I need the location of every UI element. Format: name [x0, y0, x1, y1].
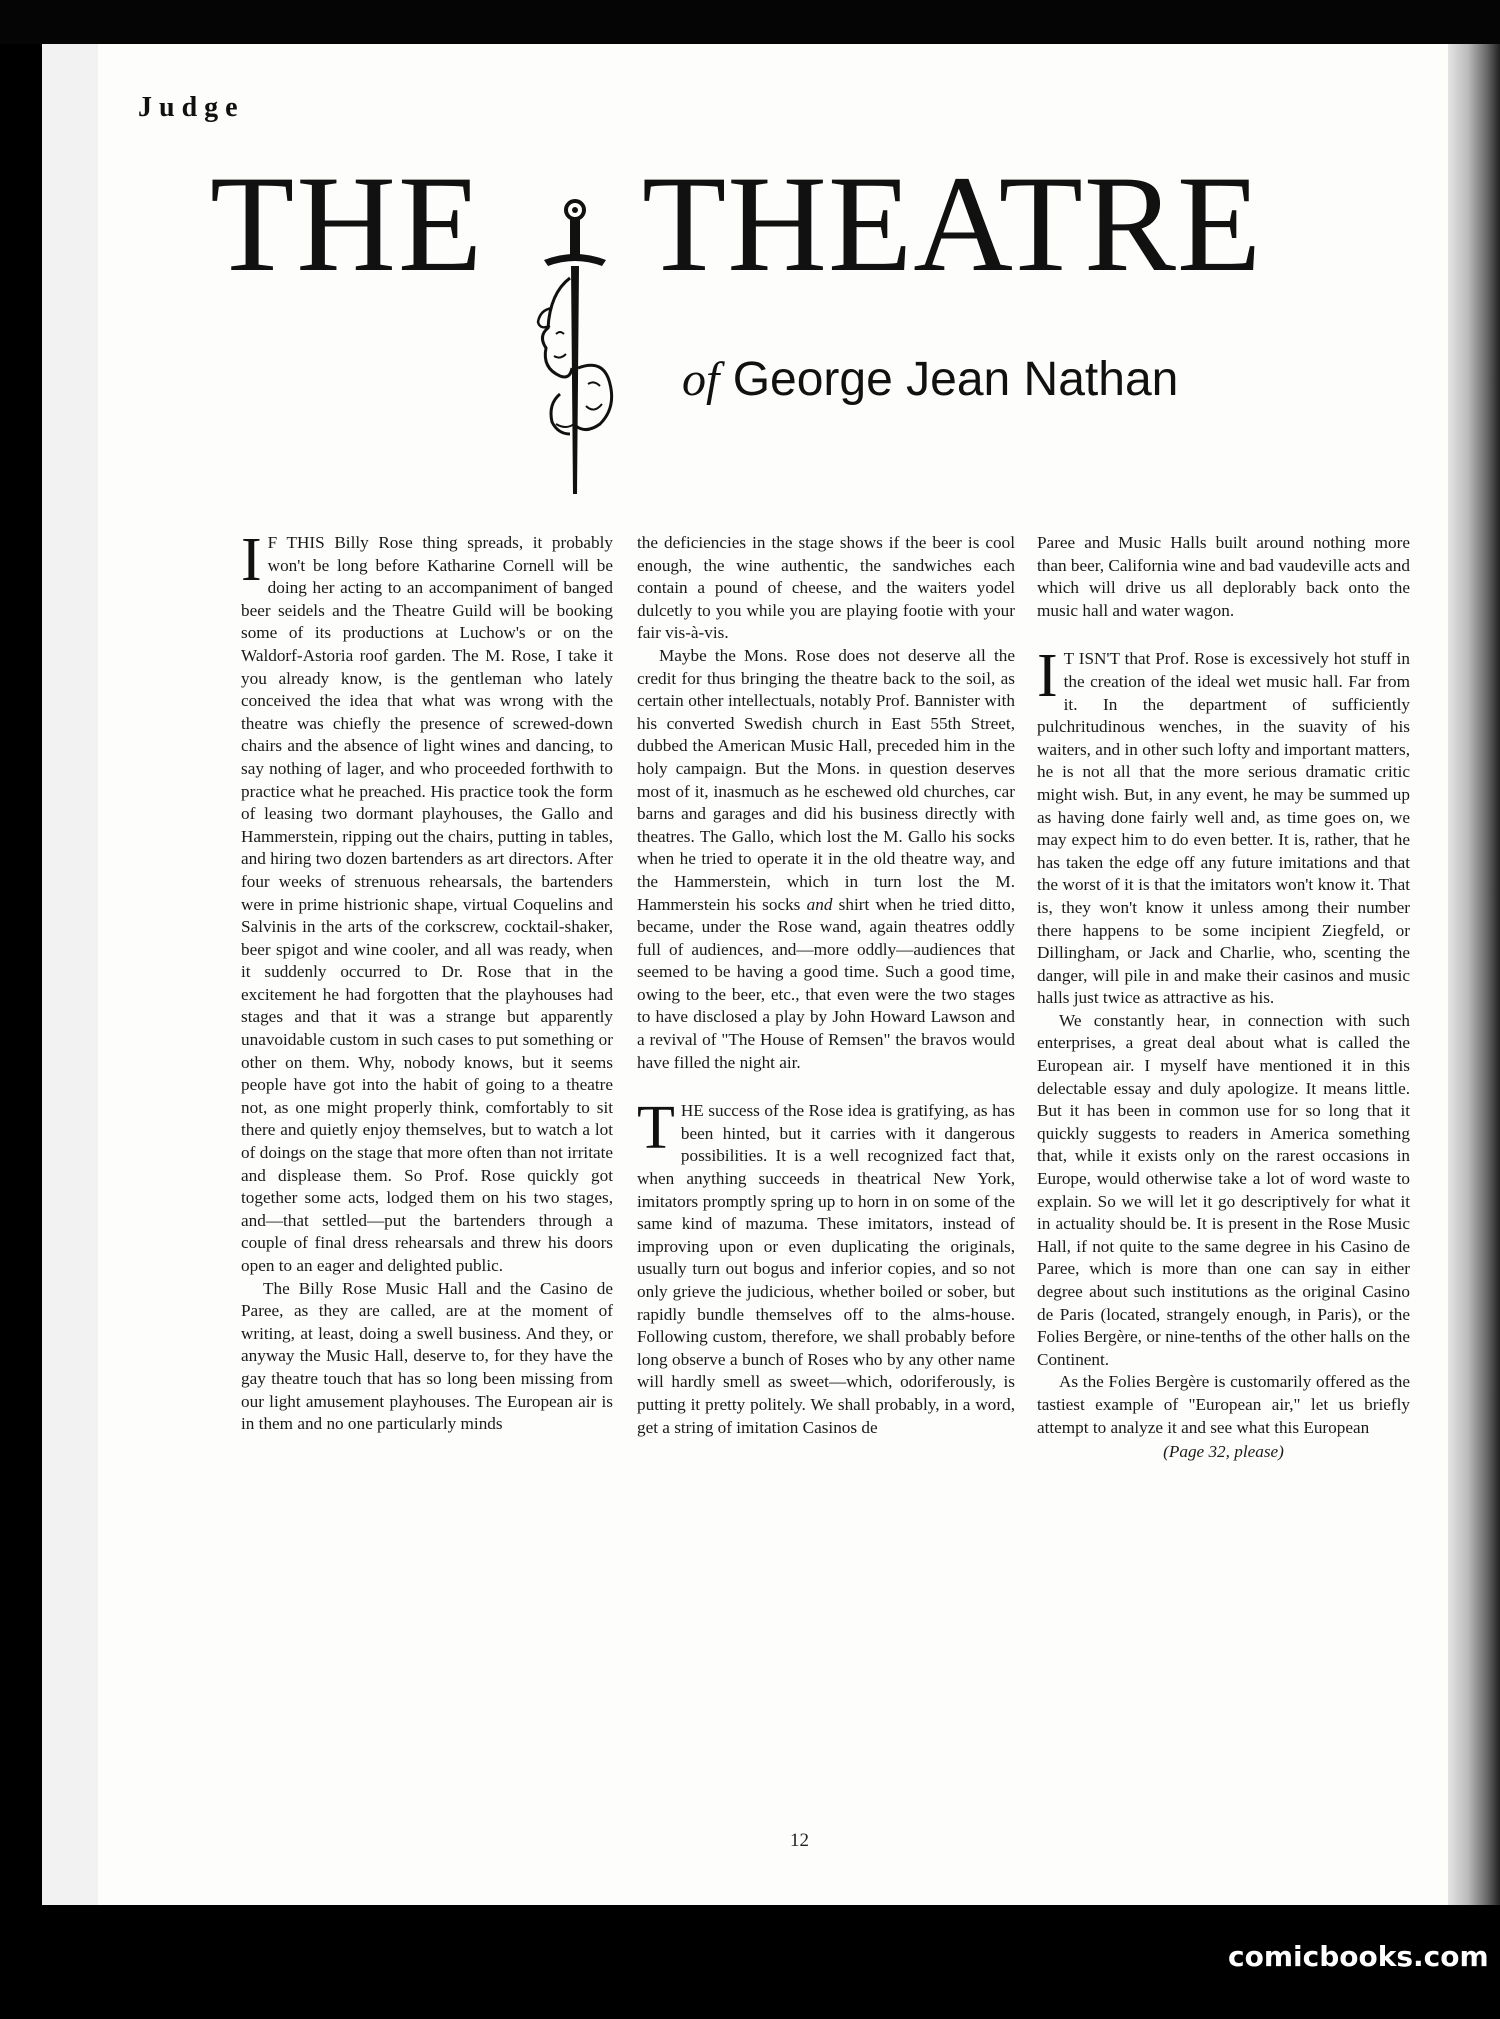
- paragraph: We constantly hear, in connection with such enterprises, a great deal about what is called the European air. I myself have mentioned it in this delectable essay and duly apologize. It means little. But it has been in common use for so long that it quickly suggests to readers in America something that, while it exists only on the rarest occasions in Europe, would otherwise take a lot of word waste to explain. So we will let it go descriptively for what it in actuality should be. It is present in the Rose Music Hall, if not quite to the same degree in his Casino de Paree, which is more than one can say in either degree about such institutions as the original Casino de Paris (located, strangely enough, in Paris), or the Folies Bergère, or nine-tenths of the other halls on the Continent.: [1037, 1010, 1410, 1369]
- binding-spine: [1446, 44, 1500, 1905]
- stacked-page-edges: [42, 44, 102, 1905]
- scan-border-top: [0, 0, 1500, 44]
- drop-cap: T: [637, 1094, 675, 1163]
- drop-cap: I: [241, 526, 262, 594]
- byline: [682, 352, 1178, 407]
- page-number: 12: [790, 1830, 809, 1851]
- paragraph: the deficiencies in the stage shows if the beer is cool enough, the wine authentic, the sandwiches each contain a pound of cheese, and the waiters yodel dulcetly to you while you are playing footie with your fair vis-à-vis.: [637, 533, 1015, 643]
- paragraph-text: shirt when he tried ditto, became, under the Rose wand, again theatres oddly full of audiences, and—more oddly—audiences that seemed to be having a good time. Such a good time, owing to the beer, etc., that even were the two stages to have disclosed a play by John Howard Lawson and a revival of "The House of Remsen" the bravos would have filled the night air.: [637, 894, 1016, 1072]
- drop-cap: I: [1037, 642, 1058, 711]
- paragraph: [637, 645, 1015, 1074]
- article-column-2: [637, 532, 1015, 1439]
- section-label: Judge: [138, 92, 245, 123]
- sword-caricature-illustration: [530, 198, 618, 500]
- article-column-3: [1037, 532, 1410, 1464]
- continued-on-page-note: (Page 32, please): [1163, 1442, 1284, 1462]
- italic-word: and: [806, 894, 833, 914]
- paragraph-text: F THIS Billy Rose thing spreads, it probably won't be long before Katharine Cornell will be doing her acting to an accompaniment of banged beer seidels and the Theatre Guild will be booking some of its productions at Luchow's or on the Waldorf-Astoria roof garden. The M. Rose, I take it you already know, is the gentleman who lately conceived the idea that what was wrong with the theatre was chiefly the presence of screwed-down chairs and the absence of light wines and dancing, to say nothing of lager, and who proceeded forthwith to practice what he preached. His practice took the form of leasing two dormant playhouses, the Gallo and Hammerstein, ripping out the chairs, putting in tables, and hiring two dozen bartenders as art directors. After four weeks of strenuous rehearsals, the bartenders were in prime histrionic shape, virtual Coquelins and Salvinis in the arts of the corkscrew, cocktail-shaker, beer spigot and wine cooler, and all was ready, when it suddenly occurred to Dr. Rose that in the excitement he had forgotten that the playhouses had stages and that it was a strange but apparently unavoidable custom in such cases to put something or other on them. Why, nobody knows, but it seems people have got into the habit of going to a theatre not, as one might properly think, comfortably to sit there and quietly enjoy themselves, but to watch a lot of doings on the stage that more often than not irritate and displease them. So Prof. Rose quickly got together some acts, lodged them on his two stages, and—that settled—put the bartenders through a couple of final dress rehearsals and threw his doors open to an eager and delighted public.: [241, 533, 613, 1275]
- paragraph: Paree and Music Halls built around nothing more than beer, California wine and bad vaudeville acts and which will drive us all deplorably back onto the music hall and water wagon.: [1037, 533, 1410, 620]
- paragraph: [1037, 642, 1410, 1010]
- headline-theatre: THEATRE: [642, 147, 1263, 300]
- byline-author: George Jean Nathan: [732, 353, 1179, 406]
- headline-the: THE: [210, 147, 485, 300]
- paragraph-text: HE success of the Rose idea is gratifying, as has been hinted, but it carries with it dangerous possibilities. It is a well recognized fact that, when anything succeeds in theatrical New York, imitators promptly spring up to horn in on some of the same kind of mazuma. These imitators, instead of improving upon or even duplicating the originals, usually turn out bogus and inferior copies, and so not only grieve the judicious, whether boiled or sober, but rapidly bundle themselves off to the alms-house. Following custom, therefore, we shall probably before long observe a bunch of Roses who by any other name will hardly smell as sweet—which, odoriferously, is putting it pretty politely. We shall probably, in a word, get a string of imitation Casinos de: [637, 1101, 1015, 1437]
- paragraph: [637, 1094, 1015, 1439]
- paragraph-text: Maybe the Mons. Rose does not deserve all the credit for thus bringing the theatre back to the soil, as certain other intellectuals, notably Prof. Bannister with his converted Swedish church in East 55th Street, dubbed the American Music Hall, preceded him in the holy campaign. But the Mons. in question deserves most of it, inasmuch as he eschewed old churches, car barns and garages and did his business directly with theatres. The Gallo, which lost the M. Gallo his socks when he tried to operate it in the old theatre way, and the Hammerstein, which in turn lost the M. Hammerstein his socks: [637, 645, 1015, 914]
- article-column-1: [241, 526, 613, 1436]
- byline-of: of: [682, 353, 720, 406]
- paragraph: [241, 526, 613, 1278]
- paragraph-text: T ISN'T that Prof. Rose is excessively hot stuff in the creation of the ideal wet music hall. Far from it. In the department of sufficiently pulchritudinous wenches, in the suavity of his waiters, and in other such lofty and important matters, he is not all that the more serious dramatic critic might wish. But, in any event, he may be summed up as having done fairly well and, as time goes on, we may expect him to do even better. It is, rather, that he has taken the edge off any future imitations and that the worst of it is that the imitators won't know it. That is, they won't know it unless among their number there happens to be some incipient Ziegfeld, or Dillingham, or Jack and Charlie, who, scenting the danger, will pile in and make their casinos and music halls just twice as attractive as his.: [1037, 649, 1410, 1008]
- site-watermark: comicbooks.com: [1228, 1940, 1489, 1973]
- paragraph: As the Folies Bergère is customarily offered as the tastiest example of "European air," let us briefly attempt to analyze it and see what this European: [1037, 1372, 1410, 1437]
- paragraph: The Billy Rose Music Hall and the Casino de Paree, as they are called, are at the moment of writing, at least, doing a swell business. And they, or anyway the Music Hall, deserve to, for they have the gay theatre touch that has so long been missing from our light amusement playhouses. The European air is in them and no one particularly minds: [241, 1278, 613, 1434]
